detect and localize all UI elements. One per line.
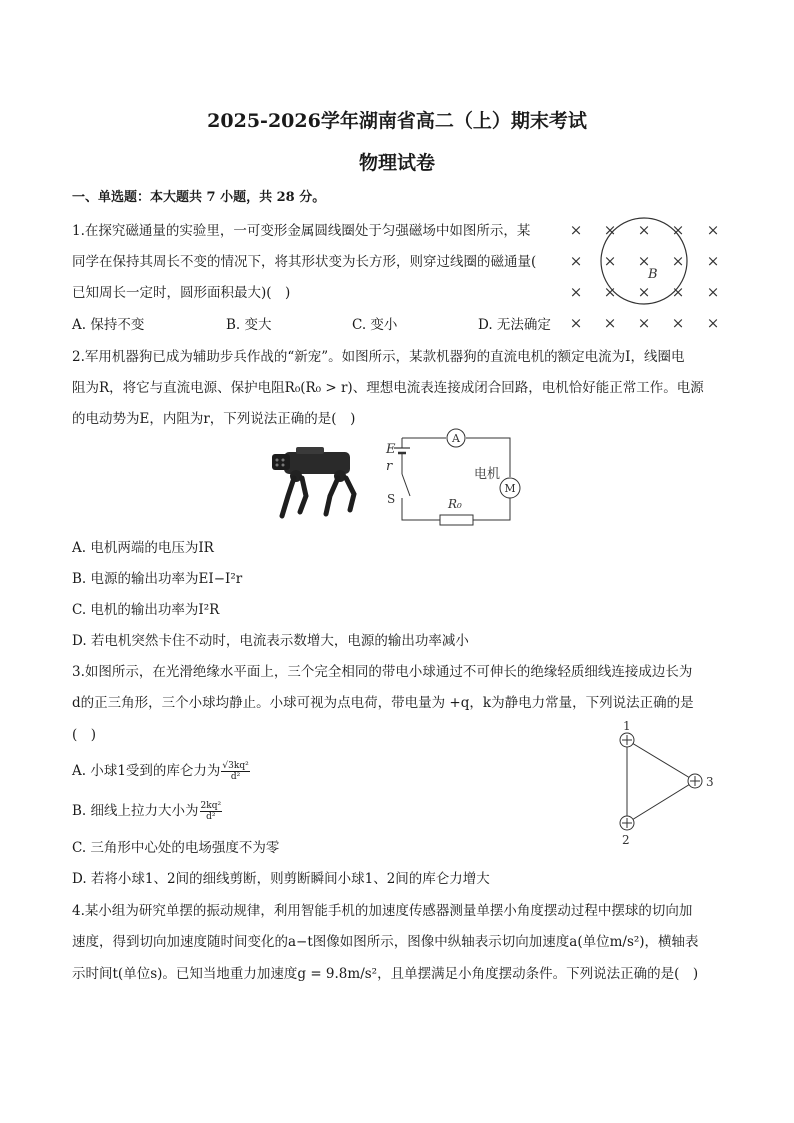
resistor-label: R₀ (448, 497, 462, 511)
q3-option-a-denominator: d² (230, 772, 241, 782)
q4-line-1: 4.某小组为研究单摆的振动规律，利用智能手机的加速度传感器测量单摆小角度摆动过程中摆球的切向加 (72, 903, 693, 919)
field-cross-r1-c1: × (603, 252, 617, 270)
field-cross-r2-c4: × (706, 283, 720, 301)
q3-option-d: D. 若将小球1、2间的细线剪断，则剪断瞬间小球1、2间的库仑力增大 (72, 871, 490, 887)
field-cross-r3-c4: × (706, 314, 720, 332)
field-cross-r1-c0: × (569, 252, 583, 270)
field-cross-r2-c2: × (637, 283, 651, 301)
resistor-r0 (440, 515, 473, 525)
q1-line-2: 同学在保持其周长不变的情况下，将其形状变为长方形，则穿过线圈的磁通量( (72, 254, 537, 270)
switch-label: S (387, 492, 396, 506)
q2-line-1: 2.军用机器狗已成为辅助步兵作战的“新宠”。如图所示，某款机器狗的直流电机的额定电流为I，线圈电 (72, 349, 685, 365)
q2-option-a: A. 电机两端的电压为IR (72, 540, 214, 556)
q4-line-3: 示时间t(单位s)。已知当地重力加速度g = 9.8m/s²，且单摆满足小角度摆动条件。下列说法正确的是( ) (72, 966, 699, 982)
charge-3 (688, 774, 702, 788)
field-label: B (648, 267, 658, 282)
q2-line-3: 的电动势为E，内阻为r，下列说法正确的是( ) (72, 411, 356, 427)
charge-3-label: 3 (706, 775, 714, 789)
field-cross-r3-c3: × (671, 314, 685, 332)
exam-title: 2025-2026学年湖南省高二（上）期末考试 (207, 110, 587, 132)
q2-line-2: 阻为R，将它与直流电源、保护电阻R₀(R₀ > r)、理想电流表连接成闭合回路，电机恰好能正常工作。电源 (72, 380, 704, 396)
q1-magnetic-field-figure (562, 215, 732, 337)
q3-line-1: 3.如图所示，在光滑绝缘水平面上，三个完全相同的带电小球通过不可伸长的绝缘轻质细线连接成边长为 (72, 664, 693, 680)
field-cross-r0-c4: × (706, 221, 720, 239)
q3-line-2: d的正三角形，三个小球均静止。小球可视为点电荷，带电量为 +q，k为静电力常量，下列说法正确的是 (72, 695, 694, 711)
q1-option-c: C. 变小 (352, 317, 398, 333)
field-cross-r2-c1: × (603, 283, 617, 301)
field-cross-r1-c3: × (671, 252, 685, 270)
q1-option-d: D. 无法确定 (478, 317, 551, 333)
field-cross-r2-c3: × (671, 283, 685, 301)
section-heading: 一、单选题：本大题共 7 小题，共 28 分。 (72, 190, 326, 205)
q4-line-2: 速度，得到切向加速度随时间变化的a−t图像如图所示，图像中纵轴表示切向加速度a(单位m/s²)，横轴表 (72, 934, 699, 950)
field-cross-r3-c0: × (569, 314, 583, 332)
motor-label: M (504, 482, 516, 495)
q3-option-b-numerator: 2kq² (200, 801, 222, 811)
q2-option-b: B. 电源的输出功率为EI−I²r (72, 571, 243, 587)
field-cross-r0-c0: × (569, 221, 583, 239)
q1-option-b: B. 变大 (226, 317, 272, 333)
q3-triangle-figure (612, 718, 722, 850)
ammeter-label: A (452, 432, 460, 445)
field-cross-r0-c2: × (637, 221, 651, 239)
motor-text: 电机 (474, 467, 501, 482)
q3-option-b-denominator: d² (206, 812, 216, 822)
q1-line-1: 1.在探究磁通量的实验里，一可变形金属圆线圈处于匀强磁场中如图所示，某 (72, 223, 531, 239)
q3-option-b: B. 细线上拉力大小为 $\frac{\text{2kq²}}{\text{d²}}$ (72, 801, 222, 822)
exam-subtitle: 物理试卷 (358, 152, 435, 174)
q3-option-a: A. 小球1受到的库仑力为 $\frac{\text{√3kq²}}{\text{d²}}$ (72, 761, 249, 782)
charge-1 (620, 733, 634, 747)
switch-blade (402, 474, 410, 496)
q3-option-a-numerator: √3kq² (222, 761, 249, 771)
field-cross-r3-c1: × (603, 314, 617, 332)
field-cross-r3-c2: × (637, 314, 651, 332)
field-cross-r0-c3: × (671, 221, 685, 239)
q1-option-a: A. 保持不变 (72, 317, 145, 333)
q3-line-3: ( ) (72, 727, 97, 743)
q2-option-d: D. 若电机突然卡住不动时，电流表示数增大，电源的输出功率减小 (72, 633, 469, 649)
q3-option-c: C. 三角形中心处的电场强度不为零 (72, 840, 280, 856)
charge-2-label: 2 (622, 833, 630, 847)
q1-line-3: 已知周长一定时，圆形面积最大)( ) (72, 285, 291, 301)
robot-dog-image (266, 438, 372, 520)
charge-2 (620, 816, 634, 830)
field-cross-r1-c4: × (706, 252, 720, 270)
field-cross-r1-c2: × (637, 252, 651, 270)
emf-label: E (386, 442, 396, 457)
q2-option-c: C. 电机的输出功率为I²R (72, 602, 220, 618)
field-cross-r2-c0: × (569, 283, 583, 301)
q2-circuit-diagram (378, 428, 526, 526)
charge-1-label: 1 (623, 719, 631, 733)
internal-r-label: r (386, 459, 393, 474)
field-cross-r0-c1: × (603, 221, 617, 239)
